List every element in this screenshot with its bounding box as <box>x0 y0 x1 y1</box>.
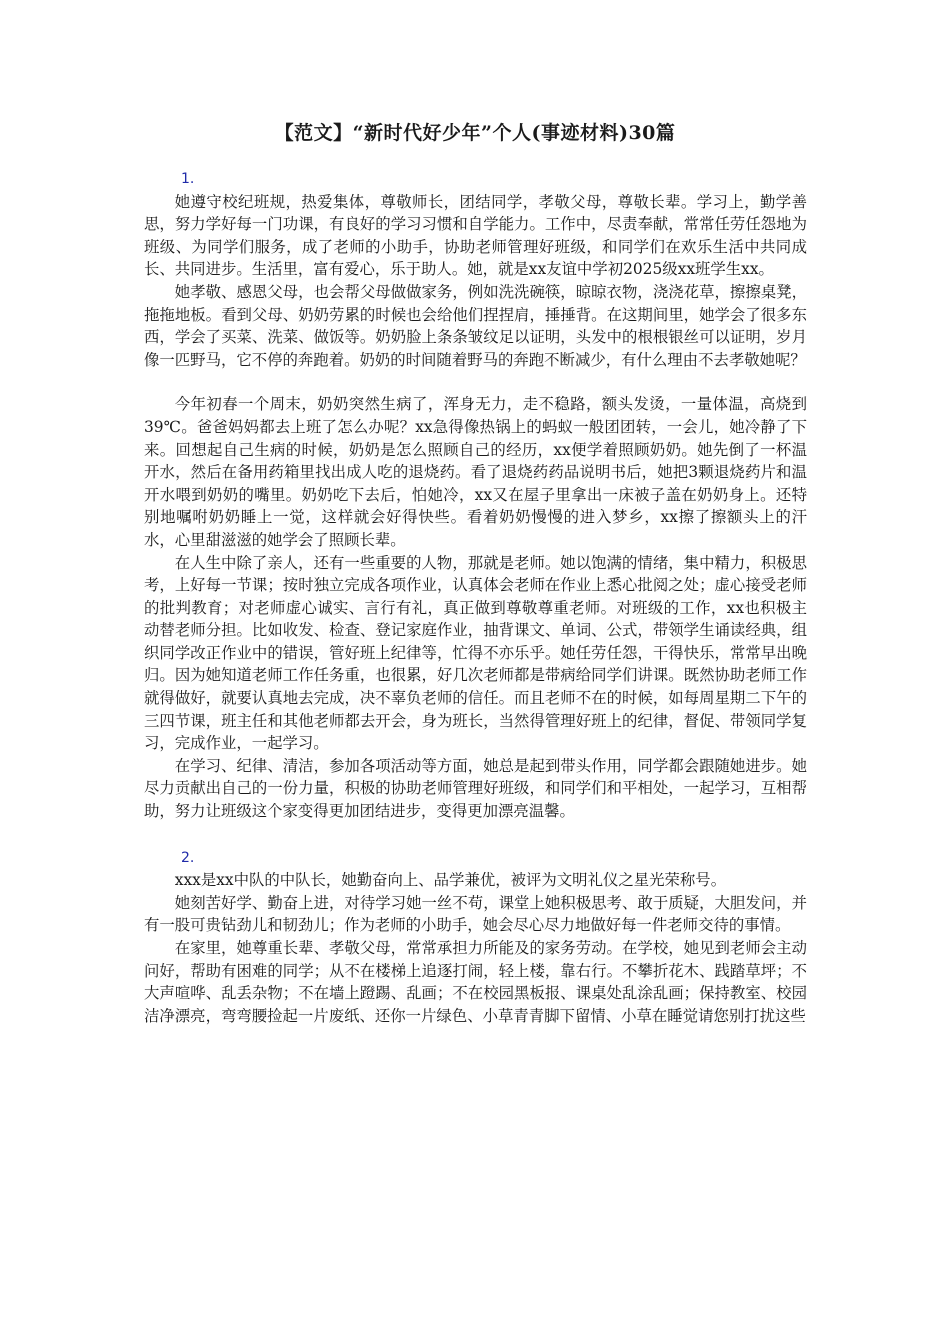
paragraph: xxx是xx中队的中队长，她勤奋向上、品学兼优，被评为文明礼仪之星光荣称号。 <box>174 871 727 890</box>
paragraph: 在学习、纪律、清洁，参加各项活动等方面，她总是起到带头作用，同学都会跟随她进步。她尽力贡献出自己的一份力量，积极的协助老师管理好班级，和同学们和平相处，一起学习，互相帮助，努力让班级这个家变得更加团结进步，变得更加漂亮温馨。 <box>144 756 807 821</box>
paragraph: 她刻苦好学、勤奋上进，对待学习她一丝不苟，课堂上她积极思考、敢于质疑，大胆发问，并有一股可贵钻劲儿和韧劲儿；作为老师的小助手，她会尽心尽力地做好每一件老师交待的事情。 <box>144 893 807 935</box>
section-spacer <box>144 823 807 847</box>
document-title: 【范文】“新时代好少年”个人(事迹材料)30篇 <box>274 122 676 144</box>
document-body <box>144 168 807 1027</box>
paragraph: 在家里，她尊重长辈、孝敬父母，常常承担力所能及的家务劳动。在学校，她见到老师会主动问好，帮助有困难的同学；从不在楼梯上追逐打闹，轻上楼，靠右行。不攀折花木、践踏草坪；不大声喧哗、乱丢杂物；不在墙上蹬踢、乱画；不在校园黑板报、课桌处乱涂乱画；保持教室、校园洁净漂亮，弯弯腰捡起一片废纸、还你一片绿色、小草青青脚下留情、小草在睡觉请您别打扰这些 <box>144 939 807 1025</box>
section-number: 2. <box>181 849 195 866</box>
paragraph: 今年初春一个周末，奶奶突然生病了，浑身无力，走不稳路，额头发烫，一量体温，高烧到39℃。爸爸妈妈都去上班了怎么办呢？xx急得像热锅上的蚂蚁一般团团转，一会儿，她冷静了下来。回想起自己生病的时候，奶奶是怎么照顾自己的经历，xx便学着照顾奶奶。她先倒了一杯温开水，然后在备用药箱里找出成人吃的退烧药。看了退烧药药品说明书后，她把3颗退烧药片和温开水喂到奶奶的嘴里。奶奶吃下去后，怕她冷，xx又在屋子里拿出一床被子盖在奶奶身上。还特别地嘱咐奶奶睡上一觉，这样就会好得快些。看着奶奶慢慢的进入梦乡，xx擦了擦额头上的汗水，心里甜滋滋的她学会了照顾长辈。 <box>144 395 807 549</box>
section-number: 1. <box>181 171 195 187</box>
paragraph: 在人生中除了亲人，还有一些重要的人物，那就是老师。她以饱满的情绪，集中精力，积极思考，上好每一节课；按时独立完成各项作业，认真体会老师在作业上悉心批阅之处；虚心接受老师的批判教育；对老师虚心诚实、言行有礼，真正做到尊敬尊重老师。对班级的工作，xx也积极主动替老师分担。比如收发、检查、登记家庭作业，抽背课文、单词、公式，带领学生诵读经典，组织同学改正作业中的错误，管好班上纪律等，忙得不亦乐乎。她任劳任怨，干得快乐，常常早出晚归。因为她知道老师工作任务重，也很累，好几次老师都是带病给同学们讲课。既然协助老师工作就得做好，就要认真地去完成，决不辜负老师的信任。而且老师不在的时候，如每周星期二下午的三四节课，班主任和其他老师都去开会，身为班长，当然得管理好班上的纪律，督促、带领同学复习，完成作业，一起学习。 <box>144 553 807 753</box>
paragraph: 她孝敬、感恩父母，也会帮父母做做家务，例如洗洗碗筷，晾晾衣物，浇浇花草，擦擦桌凳，拖拖地板。看到父母、奶奶劳累的时候也会给他们捏捏肩，捶捶背。在这期间里，她学会了很多东西，学会了买菜、洗菜、做饭等。奶奶脸上条条皱纹足以证明，头发中的根根银丝可以证明，岁月像一匹野马，它不停的奔跑着。奶奶的时间随着野马的奔跑不断减少，有什么理由不去孝敬她呢？ <box>144 282 807 369</box>
paragraph: 她遵守校纪班规，热爱集体，尊敬师长，团结同学，孝敬父母，尊敬长辈。学习上，勤学善思，努力学好每一门功课，有良好的学习习惯和自学能力。工作中，尽责奉献，常常任劳任怨地为班级、为同学们服务，成了老师的小助手，协助老师管理好班级，和同学们在欢乐生活中共同成长、共同进步。生活里，富有爱心，乐于助人。她，就是xx友谊中学初2025级xx班学生xx。 <box>144 192 807 279</box>
